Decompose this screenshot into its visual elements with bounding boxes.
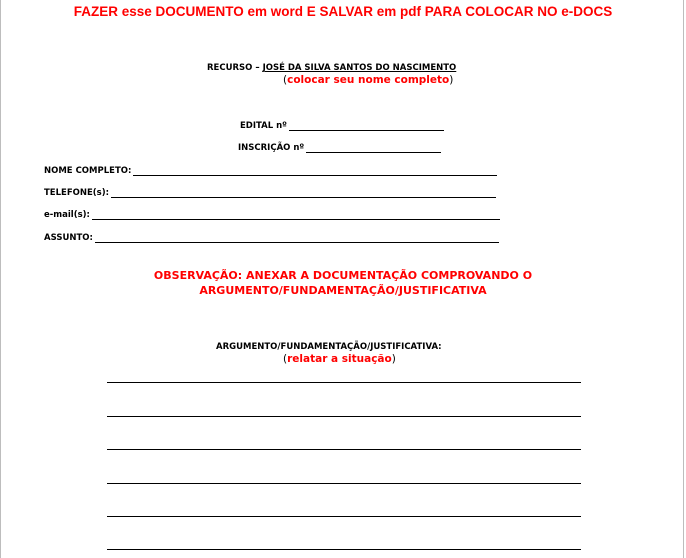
argumento-title: ARGUMENTO/FUNDAMENTAÇÃO/JUSTIFICATIVA: [216, 342, 442, 352]
nome-field[interactable] [44, 166, 497, 176]
telefone-field[interactable] [44, 188, 496, 198]
argumento-note: (relatar a situação) [283, 353, 396, 365]
observacao-line-2: ARGUMENTO/FUNDAMENTAÇÃO/JUSTIFICATIVA [199, 284, 487, 297]
justificativa-line[interactable] [107, 483, 581, 484]
assunto-field[interactable] [44, 233, 499, 243]
recurso-note: (colocar seu nome completo) [283, 74, 454, 86]
recurso-label: RECURSO – [207, 63, 260, 73]
edital-line[interactable] [289, 121, 444, 131]
edital-field[interactable] [240, 121, 444, 131]
email-field[interactable] [44, 210, 500, 220]
recurso-line [207, 63, 456, 73]
justificativa-line[interactable] [107, 549, 581, 550]
edital-label: EDITAL nº [240, 121, 287, 131]
justificativa-line[interactable] [107, 382, 581, 383]
observacao-line-1: OBSERVAÇÃO: ANEXAR A DOCUMENTAÇÃO COMPROVANDO O [153, 269, 533, 282]
inscricao-line[interactable] [306, 143, 441, 153]
recurso-note-text: colocar seu nome completo [287, 74, 450, 86]
telefone-label: TELEFONE(s): [44, 188, 110, 198]
nome-label: NOME COMPLETO: [44, 166, 132, 176]
telefone-line[interactable] [111, 188, 496, 198]
inscricao-field[interactable] [238, 143, 441, 153]
observacao-note [1, 268, 685, 298]
justificativa-line[interactable] [107, 449, 581, 450]
assunto-line[interactable] [95, 233, 499, 243]
nome-line[interactable] [133, 166, 497, 176]
assunto-label: ASSUNTO: [44, 233, 93, 243]
justificativa-line[interactable] [107, 516, 581, 517]
email-label: e-mail(s): [44, 210, 90, 220]
inscricao-label: INSCRIÇÃO nº [238, 143, 305, 153]
argumento-note-text: relatar a situação [287, 353, 392, 365]
justificativa-line[interactable] [107, 416, 581, 417]
header-instruction: FAZER esse DOCUMENTO em word E SALVAR em pdf PARA COLOCAR NO e-DOCS [73, 4, 613, 19]
email-line[interactable] [92, 210, 500, 220]
recurso-name: JOSÉ DA SILVA SANTOS DO NASCIMENTO [262, 63, 457, 73]
